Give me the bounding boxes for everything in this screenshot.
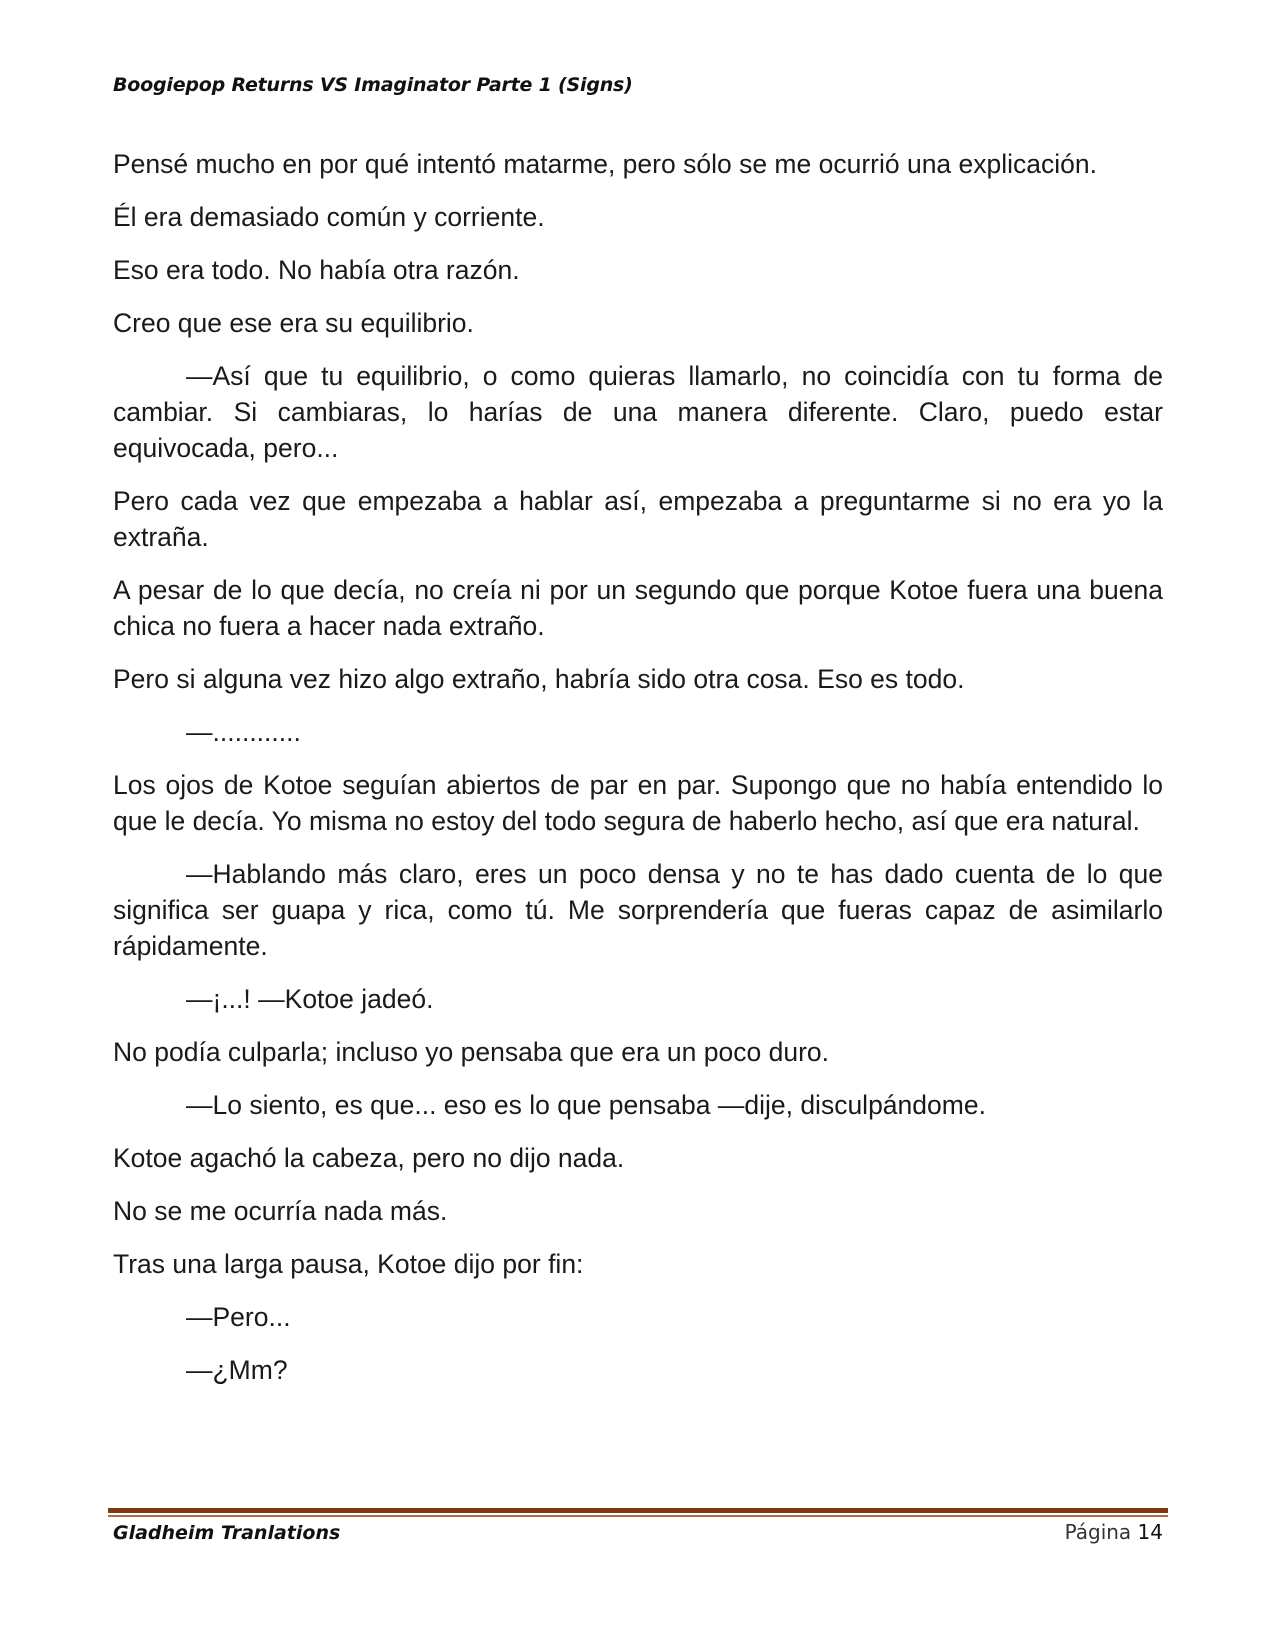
page-number bbox=[1065, 1520, 1163, 1544]
paragraph: Eso era todo. No había otra razón. bbox=[113, 255, 520, 285]
paragraph: Pensé mucho en por qué intentó matarme, pero sólo se me ocurrió una explicación. bbox=[113, 149, 1097, 179]
paragraph: Tras una larga pausa, Kotoe dijo por fin: bbox=[113, 1249, 584, 1279]
paragraph: A pesar de lo que decía, no creía ni por un segundo que porque Kotoe fuera una buena chica no fuera a hacer nada extraño. bbox=[113, 575, 1163, 641]
page-label: Página bbox=[1064, 1520, 1132, 1544]
paragraph: Pero cada vez que empezaba a hablar así, empezaba a preguntarme si no era yo la extraña. bbox=[113, 486, 1163, 552]
paragraph: No podía culparla; incluso yo pensaba que era un poco duro. bbox=[113, 1037, 829, 1067]
page-number-value: 14 bbox=[1137, 1520, 1163, 1544]
paragraph: Kotoe agachó la cabeza, pero no dijo nada. bbox=[113, 1143, 625, 1173]
footer-divider-thin bbox=[108, 1515, 1168, 1517]
paragraph: No se me ocurría nada más. bbox=[113, 1196, 448, 1226]
footer-credit: Gladheim Tranlations bbox=[113, 1522, 341, 1544]
page-body bbox=[113, 146, 1163, 1405]
page-header-title: Boogiepop Returns VS Imaginator Parte 1 (Signs) bbox=[113, 74, 633, 96]
dialog-paragraph: —Así que tu equilibrio, o como quieras llamarlo, no coincidía con tu forma de cambiar. Si cambiaras, lo harías de una manera diferente. Claro, puedo estar equivocada, pero... bbox=[113, 361, 1163, 463]
dialog-paragraph: —Pero... bbox=[186, 1302, 291, 1332]
dialog-paragraph: —Lo siento, es que... eso es lo que pensaba —dije, disculpándome. bbox=[186, 1090, 986, 1120]
dialog-paragraph: —............ bbox=[186, 717, 301, 747]
paragraph: Creo que ese era su equilibrio. bbox=[113, 308, 474, 338]
paragraph: Él era demasiado común y corriente. bbox=[113, 202, 545, 232]
dialog-paragraph: —¡...! —Kotoe jadeó. bbox=[186, 984, 434, 1014]
dialog-paragraph: —¿Mm? bbox=[186, 1355, 288, 1385]
dialog-paragraph: —Hablando más claro, eres un poco densa y no te has dado cuenta de lo que significa ser guapa y rica, como tú. Me sorprendería que fueras capaz de asimilarlo rápidamente. bbox=[113, 859, 1163, 961]
paragraph: Los ojos de Kotoe seguían abiertos de par en par. Supongo que no había entendido lo que le decía. Yo misma no estoy del todo segura de haberlo hecho, así que era natural. bbox=[113, 770, 1163, 836]
paragraph: Pero si alguna vez hizo algo extraño, habría sido otra cosa. Eso es todo. bbox=[113, 664, 965, 694]
footer-divider bbox=[108, 1508, 1168, 1513]
